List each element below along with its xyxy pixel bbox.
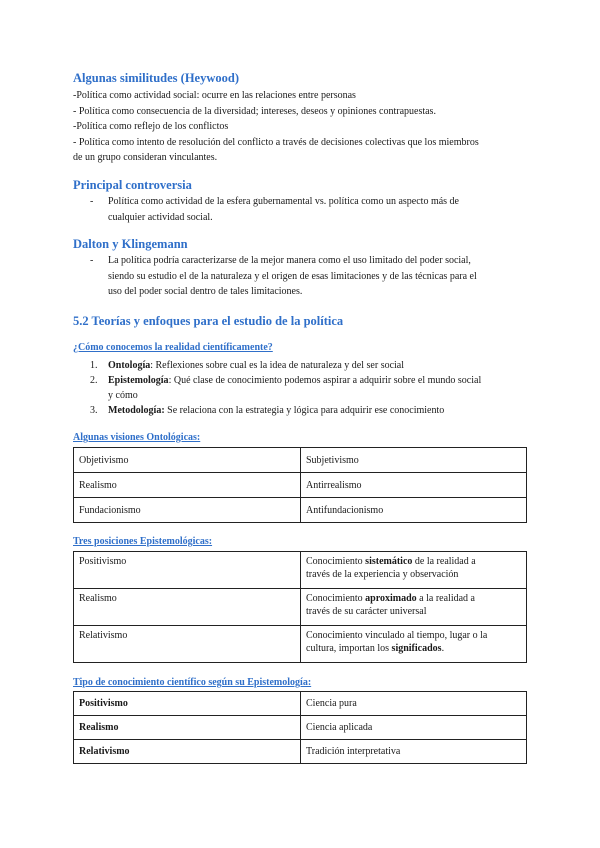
dash-marker: - [90, 196, 94, 207]
similitud-line: -Política como reflejo de los conflictos [73, 121, 229, 132]
dalton-item [90, 253, 530, 301]
list-term: Ontología [108, 360, 151, 371]
table-cell: Antifundacionismo [301, 498, 527, 523]
heading-dalton: Dalton y Klingemann [73, 237, 188, 251]
similitud-line: de un grupo consideran vinculantes. [73, 152, 218, 163]
table-row [74, 716, 527, 740]
table-cell: Realismo [74, 589, 301, 626]
table-row [74, 552, 527, 589]
table-ontologicas [73, 447, 527, 523]
controversia-line: cualquier actividad social. [108, 211, 213, 223]
table-tipo-conocimiento [73, 691, 527, 764]
controversia-item [90, 194, 530, 226]
table-cell: Ciencia aplicada [301, 716, 527, 740]
list-number: 3. [90, 405, 98, 416]
similitud-line: - Política como intento de resolución del conflicto a través de decisiones colectivas que los miembros [73, 136, 479, 148]
list-term: Metodología: [108, 405, 165, 416]
table-cell: Positivismo [74, 552, 301, 589]
list-text: : Qué clase de conocimiento podemos aspirar a adquirir sobre el mundo social [168, 375, 482, 386]
controversia-line: Política como actividad de la esfera gubernamental vs. política como un aspecto más de [108, 196, 459, 207]
table-cell: Relativismo [74, 626, 301, 663]
heading-controversia: Principal controversia [73, 178, 192, 192]
heading-teorias: 5.2 Teorías y enfoques para el estudio de la política [73, 314, 344, 328]
table-cell: Realismo [74, 473, 301, 498]
table3-title: Tipo de conocimiento científico según su Epistemología: [73, 677, 312, 688]
table-row [74, 589, 527, 626]
table-cell: Realismo [74, 716, 301, 740]
list-text-cont: y cómo [108, 390, 138, 401]
heading-similitudes: Algunas similitudes (Heywood) [73, 71, 239, 85]
dash-marker: - [90, 255, 94, 266]
dalton-line: uso del poder social dentro de tales limitaciones. [108, 286, 303, 297]
table-row [74, 498, 527, 523]
list-term: Epistemología [108, 375, 169, 386]
list-item [90, 358, 530, 373]
dalton-line: La política podría caracterizarse de la mejor manera como el uso limitado del poder social, [108, 255, 471, 266]
subheading-realidad: ¿Cómo conocemos la realidad científicamente? [73, 342, 273, 353]
list-text: Se relaciona con la estrategia y lógica para adquirir ese conocimiento [164, 405, 445, 416]
table-cell: Tradición interpretativa [301, 740, 527, 764]
similitud-line: -Política como actividad social: ocurre en las relaciones entre personas [73, 90, 356, 101]
list-number: 2. [90, 375, 98, 386]
list-item [90, 373, 530, 403]
table-epistemologicas [73, 551, 527, 663]
list-number: 1. [90, 360, 98, 371]
table-cell: Positivismo [74, 692, 301, 716]
similitudes-list [73, 88, 533, 166]
similitud-line: - Política como consecuencia de la diversidad; intereses, deseos y opiniones contrapuestas. [73, 105, 436, 117]
table1-title: Algunas visiones Ontológicas: [73, 432, 201, 443]
table-cell: Fundacionismo [74, 498, 301, 523]
table-cell: Antirrealismo [301, 473, 527, 498]
table2-title: Tres posiciones Epistemológicas: [73, 536, 213, 547]
list-item [90, 403, 530, 418]
table-cell: Conocimiento aproximado a la realidad a través de su carácter universal [301, 589, 527, 626]
table-cell: Ciencia pura [301, 692, 527, 716]
table-row [74, 692, 527, 716]
list-text: : Reflexiones sobre cual es la idea de naturaleza y del ser social [150, 360, 405, 371]
table-row [74, 740, 527, 764]
table-row [74, 448, 527, 473]
dalton-line: siendo su estudio el de la naturaleza y el origen de esas limitaciones y de las técnicas para el [108, 270, 477, 282]
table-cell: Conocimiento vinculado al tiempo, lugar o la cultura, importan los significados. [301, 626, 527, 663]
table-cell: Relativismo [74, 740, 301, 764]
table-cell: Conocimiento sistemático de la realidad a través de la experiencia y observación [301, 552, 527, 589]
numbered-list [90, 358, 530, 418]
table-row [74, 473, 527, 498]
table-row [74, 626, 527, 663]
table-cell: Subjetivismo [301, 448, 527, 473]
table-cell: Objetivismo [74, 448, 301, 473]
